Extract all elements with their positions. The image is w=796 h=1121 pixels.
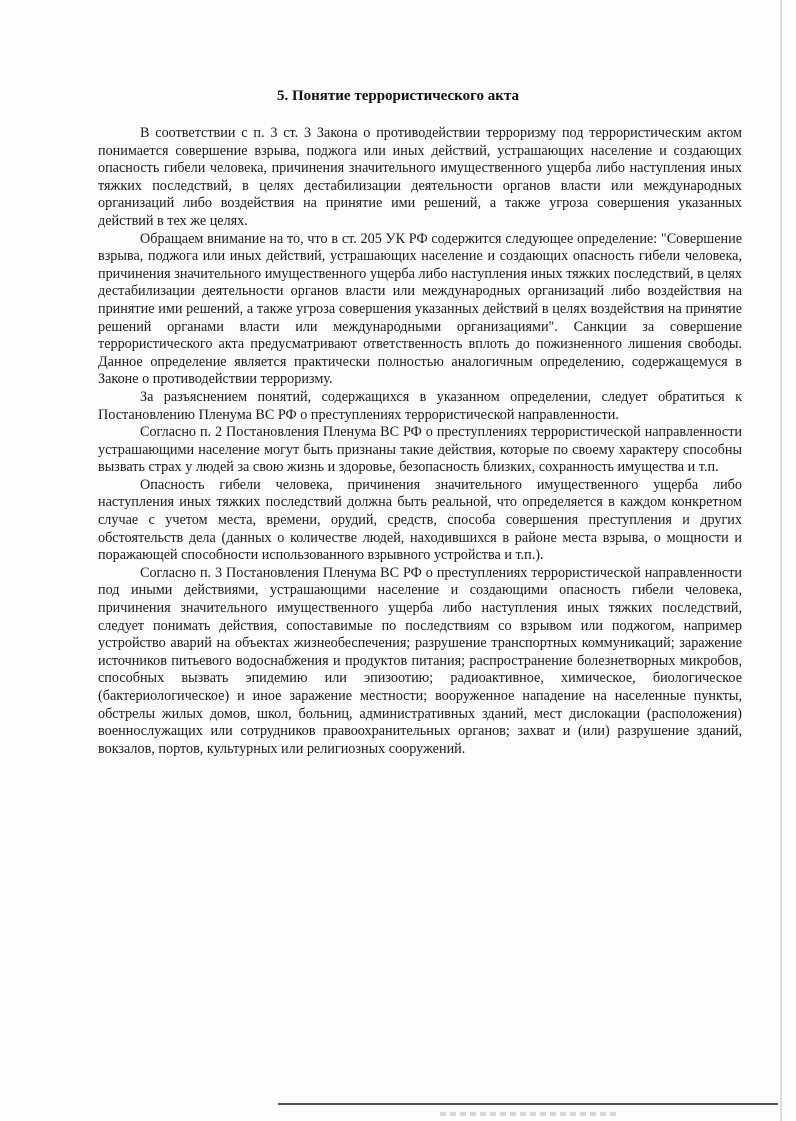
paragraph: Опасность гибели человека, причинения значительного имущественного ущерба либо наступления иных тяжких последствий должна быть реальной, что определяется в каждом конкретном случае с учетом места, времени, орудий, средств, способа совершения преступления и других обстоятельств дела (данных о количестве людей, находившихся в районе места взрыва, о мощности и поражающей способности использованного взрывного устройства и т.п.). xyxy=(98,476,742,564)
scan-artifact xyxy=(440,1112,620,1116)
body-text xyxy=(98,125,742,758)
paragraph: Согласно п. 3 Постановления Пленума ВС РФ о преступлениях террористической направленности под иными действиями, устрашающими население и создающими опасность гибели человека, причинения значительного имущественного ущерба либо наступления иных тяжких последствий, следует понимать действия, сопоставимые по последствиям со взрывом или поджогом, например устройство аварий на объектах жизнеобеспечения; разрушение транспортных коммуникаций; заражение источников питьевого водоснабжения и продуктов питания; распространение болезнетворных микробов, способных вызвать эпидемию или эпизоотию; радиоактивное, химическое, биологическое (бактериологическое) и иное заражение местности; вооруженное нападение на населенные пункты, обстрелы жилых домов, школ, больниц, административных зданий, мест дислокации (расположения) военнослужащих или сотрудников правоохранительных органов; захват и (или) разрушение зданий, вокзалов, портов, культурных или религиозных сооружений. xyxy=(98,564,742,757)
paragraph: За разъяснением понятий, содержащихся в указанном определении, следует обратиться к Постановлению Пленума ВС РФ о преступлениях террористической направленности. xyxy=(98,388,742,423)
paragraph: Обращаем внимание на то, что в ст. 205 УК РФ содержится следующее определение: "Совершение взрыва, поджога или иных действий, устрашающих население и создающих опасность гибели человека, причинения значительного имущественного ущерба либо наступления иных тяжких последствий, в целях дестабилизации деятельности органов власти или международных организаций либо воздействия на принятие ими решений, а также угроза совершения указанных действий в целях воздействия на принятие решений органами власти или международными организациями". Санкции за совершение террористического акта предусматривают ответственность вплоть до пожизненного лишения свободы. Данное определение является практически полностью аналогичным определению, содержащемуся в Законе о противодействии терроризму. xyxy=(98,230,742,388)
section-title: 5. Понятие террористического акта xyxy=(277,88,519,104)
paragraph: Согласно п. 2 Постановления Пленума ВС РФ о преступлениях террористической направленности устрашающими население могут быть признаны такие действия, которые по своему характеру способны вызвать страх у людей за свою жизнь и здоровье, безопасность близких, сохранность имущества и т.п. xyxy=(98,424,742,476)
page-edge xyxy=(780,0,782,1121)
scan-border-line xyxy=(278,1103,778,1105)
paragraph: В соответствии с п. 3 ст. 3 Закона о противодействии терроризму под террористическим актом понимается совершение взрыва, поджога или иных действий, устрашающих население и создающих опасность гибели человека, причинения значительного имущественного ущерба либо наступления иных тяжких последствий, в целях дестабилизации деятельности органов власти или международных организаций либо воздействия на принятие ими решений, а также угроза совершения указанных действий в тех же целях. xyxy=(98,125,742,229)
